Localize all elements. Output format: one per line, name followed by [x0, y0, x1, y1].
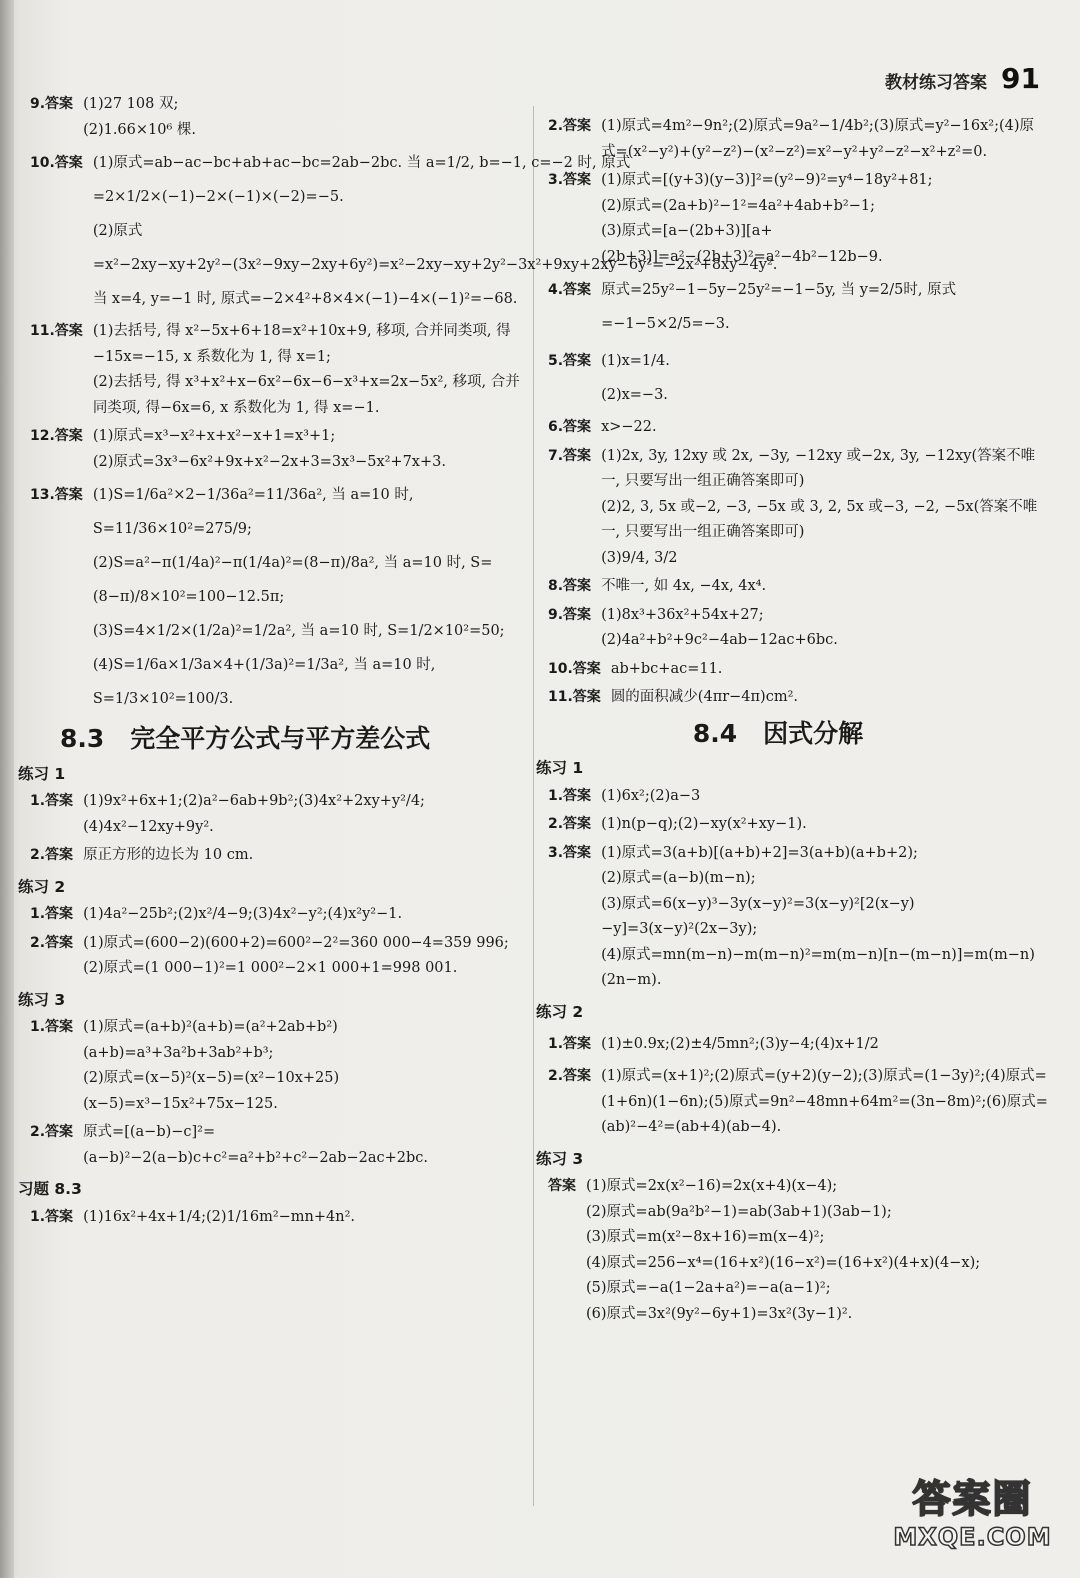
answer-line: (2)x=−3.: [601, 387, 668, 403]
section-number: 8.3: [60, 724, 105, 753]
answer-line: (4)S=1/6a×1/3a×4+(1/3a)²=1/3a², 当 a=10 时, S=1/3×10²=100/3.: [92, 657, 436, 707]
answer-item: [548, 685, 1048, 711]
answer-item: [548, 114, 1048, 165]
answer-item: [548, 344, 1048, 412]
answer-line: (3)原式=[a−(2b+3)][a+(2b+3)]=a²−(2b+3)²=a²−4b²−12b−9.: [601, 223, 883, 265]
answer-line: (1)27 108 双;: [83, 96, 179, 112]
answer-line: (5)原式=−a(1−2a+a²)=−a(a−1)²;: [586, 1280, 831, 1296]
exercise-heading: 练习 1: [536, 759, 584, 777]
answer-line: (1)原式=(x+1)²;(2)原式=(y+2)(y−2);(3)原式=(1−3y)²;(4)原式=(1+6n)(1−6n);(5)原式=9n²−48mn+64m²=(3n−8m)²;(6)原式=(ab)²−4²=(ab+4)(ab−4).: [601, 1068, 1048, 1135]
answer-line: (3)9/4, 3/2: [601, 549, 678, 566]
answer-line: 圆的面积减少(4πr−4π)cm².: [610, 689, 799, 705]
answer-line: (1)去括号, 得 x²−5x+6+18=x²+10x+9, 移项, 合并同类项, 得−15x=−15, x 系数化为 1, 得 x=1;: [92, 323, 511, 365]
answer-line: (2)原式=x²−2xy−xy+2y²−(3x²−9xy−2xy+6y²)=x²−2xy−xy+2y²−3x²+9xy+2xy−6y²=−2x²+8xy−4y².: [92, 223, 778, 273]
answer-item: [30, 92, 520, 143]
answer-line: (1)8x³+36x²+54x+27;: [601, 606, 764, 623]
answer-number: 1.答案: [30, 793, 74, 809]
watermark-logo: [885, 1468, 1060, 1564]
answer-line: ab+bc+ac=11.: [610, 660, 723, 677]
answer-item: [548, 273, 1048, 341]
answer-line: (1)原式=(600−2)(600+2)=600²−2²=360 000−4=359 996;: [83, 934, 509, 951]
answer-line: (1)n(p−q);(2)−xy(x²+xy−1).: [601, 816, 807, 832]
answer-line: (2)原式=ab(9a²b²−1)=ab(3ab+1)(3ab−1);: [586, 1203, 892, 1220]
answer-line: (4)4x²−12xy+9y².: [83, 818, 214, 835]
answer-item: [548, 1027, 1048, 1061]
answer-item: [30, 478, 520, 716]
answer-number: 5.答案: [548, 353, 592, 369]
answer-number: 2.答案: [548, 816, 592, 832]
answer-line: (2)原式=(1 000−1)²=1 000²−2×1 000+1=998 001.: [83, 960, 458, 976]
answer-line: (1)原式=2x(x²−16)=2x(x+4)(x−4);: [586, 1178, 838, 1194]
answer-number: 1.答案: [30, 1019, 74, 1035]
answer-number: 2.答案: [30, 1124, 74, 1140]
answer-line: (2)原式=(a−b)(m−n);: [601, 870, 756, 886]
answer-item: [30, 1015, 520, 1117]
answer-number: 4.答案: [548, 282, 592, 298]
answer-number: 6.答案: [548, 419, 592, 435]
page-number: 91: [1001, 62, 1040, 95]
answer-line: (3)原式=m(x²−8x+16)=m(x−4)²;: [586, 1229, 825, 1245]
answer-line: (1)原式=x³−x²+x+x²−x+1=x³+1;: [92, 428, 336, 444]
answer-line: 原式=25y²−1−5y−25y²=−1−5y, 当 y=2/5时, 原式=−1−5×2/5=−3.: [601, 282, 957, 332]
answer-line: (1)x=1/4.: [601, 353, 670, 369]
answer-number: 2.答案: [30, 934, 74, 951]
section-heading-8-4: [548, 718, 1008, 748]
answer-item: [548, 415, 1048, 441]
answer-number: 9.答案: [548, 606, 592, 623]
answer-line: (1)±0.9x;(2)±4/5mn²;(3)y−4;(4)x+1/2: [601, 1036, 879, 1052]
answer-item: [30, 931, 520, 982]
exercise-heading: 练习 1: [18, 764, 66, 783]
answer-line: (4)原式=mn(m−n)−m(m−n)²=m(m−n)[n−(m−n)]=m(m−n)(2n−m).: [601, 946, 1035, 988]
page-binding-shadow: [0, 0, 14, 1578]
answer-line: (3)原式=6(x−y)³−3y(x−y)²=3(x−y)²[2(x−y)−y]=3(x−y)²(2x−3y);: [601, 895, 915, 937]
answer-line: 原式=[(a−b)−c]²=(a−b)²−2(a−b)c+c²=a²+b²+c²−2ab−2ac+2bc.: [83, 1124, 428, 1166]
header-title: 教材练习答案: [885, 73, 988, 93]
answer-line: (2)1.66×10⁶ 棵.: [83, 121, 197, 138]
answer-line: (4)原式=256−x⁴=(16+x²)(16−x²)=(16+x²)(4+x)(4−x);: [586, 1254, 981, 1271]
answer-item: [548, 574, 1048, 600]
answer-line: (3)S=4×1/2×(1/2a)²=1/2a², 当 a=10 时, S=1/2×10²=50;: [92, 623, 505, 639]
answer-number: 答案: [548, 1178, 576, 1194]
right-column: [536, 114, 1048, 1330]
answer-item: [548, 1174, 1048, 1327]
answer-number: 11.答案: [30, 323, 83, 339]
answer-number: 12.答案: [30, 428, 83, 444]
exercise-heading: 练习 3: [536, 1149, 584, 1168]
answer-item: [548, 603, 1048, 654]
section-number: 8.4: [692, 718, 738, 748]
section-heading-8-3: [60, 726, 520, 752]
answer-item: [30, 789, 520, 840]
answer-line: (1)16x²+4x+1/4;(2)1/16m²−mn+4n².: [83, 1208, 356, 1225]
answer-line: (1)原式=4m²−9n²;(2)原式=9a²−1/4b²;(3)原式=y²−16x²;(4)原式=(x²−y²)+(y²−z²)−(x²−z²)=x²−y²+y²−z²−x²+z²=0.: [601, 118, 1034, 160]
answer-line: (2)原式=3x³−6x²+9x+x²−2x+3=3x³−5x²+7x+3.: [92, 453, 446, 470]
answer-line: (1)S=1/6a²×2−1/36a²=11/36a², 当 a=10 时, S=11/36×10²=275/9;: [92, 487, 414, 537]
answer-line: (2)去括号, 得 x³+x²+x−6x²−6x−6−x³+x=2x−5x², 移项, 合并同类项, 得−6x=6, x 系数化为 1, 得 x=−1.: [92, 374, 520, 416]
answer-line: (2)2, 3, 5x 或−2, −3, −5x 或 3, 2, 5x 或−3, −2, −5x(答案不唯一, 只要写出一组正确答案即可): [601, 498, 1038, 540]
watermark-logo-text: 答案圈: [912, 1477, 1033, 1521]
answer-item: [548, 657, 1048, 683]
answer-number: 9.答案: [30, 96, 74, 112]
answer-number: 2.答案: [30, 847, 74, 863]
exercise-heading: 练习 2: [536, 1002, 584, 1021]
answer-line: x>−22.: [601, 419, 657, 435]
answer-number: 1.答案: [30, 906, 74, 922]
answer-number: 1.答案: [30, 1208, 74, 1225]
answer-number: 1.答案: [548, 1036, 592, 1052]
answer-number: 13.答案: [30, 487, 83, 503]
answer-line: 原正方形的边长为 10 cm.: [83, 847, 254, 863]
answer-line: (1)2x, 3y, 12xy 或 2x, −3y, −12xy 或−2x, 3y, −12xy(答案不唯一, 只要写出一组正确答案即可): [601, 447, 1036, 489]
answer-number: 7.答案: [548, 447, 592, 464]
answer-item: [30, 1120, 520, 1171]
answer-line: (1)原式=3(a+b)[(a+b)+2]=3(a+b)(a+b+2);: [601, 844, 918, 861]
answer-item: [548, 841, 1048, 994]
answer-number: 11.答案: [548, 689, 601, 705]
answer-line: 不唯一, 如 4x, −4x, 4x⁴.: [601, 578, 767, 594]
answer-item: [30, 902, 520, 928]
answer-line: (1)9x²+6x+1;(2)a²−6ab+9b²;(3)4x²+2xy+y²/4;: [83, 793, 425, 809]
section-title: 完全平方公式与平方差公式: [130, 724, 431, 753]
answer-item: [548, 444, 1048, 572]
answer-line: (1)原式=[(y+3)(y−3)]²=(y²−9)²=y⁴−18y²+81;: [601, 172, 933, 188]
answer-number: 1.答案: [548, 787, 592, 804]
exercise-heading: 练习 3: [18, 990, 66, 1009]
answer-number: 3.答案: [548, 844, 592, 861]
answer-line: (1)6x²;(2)a−3: [601, 787, 701, 804]
answer-number: 2.答案: [548, 1068, 592, 1084]
answer-item: [548, 784, 1048, 810]
answer-number: 10.答案: [30, 155, 83, 171]
answer-line: (2)4a²+b²+9c²−4ab−12ac+6bc.: [601, 632, 838, 648]
answer-line: 当 x=4, y=−1 时, 原式=−2×4²+8×4×(−1)−4×(−1)²=−68.: [92, 291, 518, 307]
answer-line: (1)原式=(a+b)²(a+b)=(a²+2ab+b²)(a+b)=a³+3a²b+3ab²+b³;: [83, 1019, 338, 1061]
answer-line: (6)原式=3x²(9y²−6y+1)=3x²(3y−1)².: [586, 1305, 853, 1322]
exercise-heading: 习题 8.3: [18, 1180, 82, 1198]
column-divider: [533, 106, 534, 1506]
answer-line: (2)原式=(x−5)²(x−5)=(x²−10x+25)(x−5)=x³−15x²+75x−125.: [83, 1070, 340, 1112]
answer-item: [30, 319, 520, 421]
watermark-site-text: MXQE.COM: [893, 1523, 1052, 1551]
exercise-heading: 练习 2: [18, 877, 66, 896]
answer-number: 8.答案: [548, 578, 592, 594]
answer-line: (1)4a²−25b²;(2)x²/4−9;(3)4x²−y²;(4)x²y²−1.: [83, 906, 403, 922]
answer-item: [30, 1205, 520, 1231]
answer-line: (2)S=a²−π(1/4a)²−π(1/4a)²=(8−π)/8a², 当 a=10 时, S=(8−π)/8×10²=100−12.5π;: [92, 555, 493, 605]
answer-item: [30, 843, 520, 869]
answer-item: [548, 168, 1048, 270]
section-title: 因式分解: [763, 718, 864, 748]
answer-number: 2.答案: [548, 118, 592, 134]
answer-line: (2)原式=(2a+b)²−1²=4a²+4ab+b²−1;: [601, 197, 876, 214]
answer-number: 3.答案: [548, 172, 592, 188]
page-header: [885, 62, 1040, 95]
answer-item: [548, 1064, 1048, 1141]
answer-item: [548, 812, 1048, 838]
answer-item: [30, 424, 520, 475]
answer-number: 10.答案: [548, 660, 601, 677]
answer-line: (1)原式=ab−ac−bc+ab+ac−bc=2ab−2bc. 当 a=1/2, b=−1, c=−2 时, 原式=2×1/2×(−1)−2×(−1)×(−2)=−5.: [92, 155, 631, 205]
